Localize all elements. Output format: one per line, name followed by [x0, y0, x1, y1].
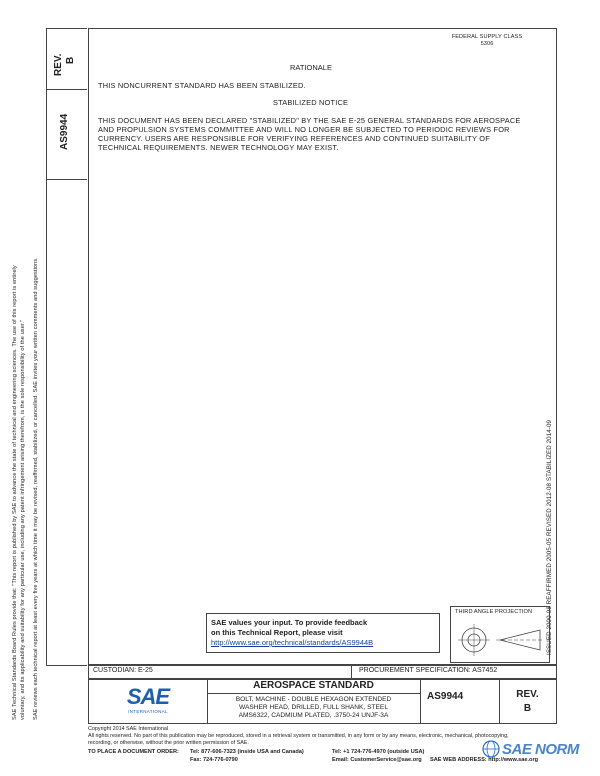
federal-supply-class	[432, 34, 542, 48]
title-block	[88, 678, 557, 724]
notice-line: CURRENCY. USERS ARE RESPONSIBLE FOR VERIFYING REFERENCES AND CONTINUED SUITABILITY OF	[98, 134, 490, 143]
legal-note-line-2: voluntary, and its applicability and suitability for any particular use, including any patent infringement arising therefrom, is the sole responsibility of the user."	[20, 319, 26, 720]
sae-logo-sub: INTERNATIONAL	[128, 709, 168, 714]
order-label: TO PLACE A DOCUMENT ORDER:	[88, 749, 179, 755]
copyright-line: All rights reserved. No part of this publication may be reproduced, stored in a retrieval system or transmitted, in any form or by any means, electronic, mechanical, photocopying,	[88, 733, 509, 739]
notice-line: THIS DOCUMENT HAS BEEN DECLARED "STABILIZED" BY THE SAE E-25 GENERAL STANDARDS FOR AEROSPACE	[98, 116, 521, 125]
feedback-link[interactable]: http://www.sae.org/technical/standards/AS9944B	[211, 638, 374, 647]
description-line: BOLT, MACHINE - DOUBLE HEXAGON EXTENDED	[235, 696, 392, 703]
order-fax: Fax: 724-776-0790	[190, 757, 238, 763]
copyright-line: recording, or otherwise, without the prior written permission of SAE.	[88, 740, 249, 746]
sae-web-address[interactable]: SAE WEB ADDRESS: http://www.sae.org	[430, 757, 539, 763]
description-line: WASHER HEAD, DRILLED, FULL SHANK, STEEL	[238, 704, 388, 711]
issue-history-vertical: ISSUED 2000-08 REAFFIRMED 2005-05 REVISED 2012-08 STABILIZED 2014-09	[546, 419, 553, 655]
sae-logo-text: SAE	[126, 684, 170, 709]
federal-supply-class-label: FEDERAL SUPPLY CLASS	[451, 34, 523, 40]
custodian-text: CUSTODIAN: E-25	[93, 667, 153, 674]
doc-number: AS9944	[427, 691, 464, 702]
sae-logo	[123, 685, 173, 719]
order-tel: Tel: 877-606-7323 (inside USA and Canada)	[190, 749, 304, 755]
sae-norm-watermark	[482, 740, 579, 758]
rationale-text: THIS NONCURRENT STANDARD HAS BEEN STABILIZED.	[98, 81, 306, 90]
divider	[47, 89, 87, 90]
procurement-text: PROCUREMENT SPECIFICATION: AS7452	[359, 667, 498, 674]
stabilized-notice-body	[98, 116, 550, 152]
projection-box	[450, 606, 550, 663]
description-line: AMS6322, CADMIUM PLATED, .3750-24 UNJF-3A	[238, 712, 389, 719]
rev-label-vertical: REV.	[53, 53, 64, 76]
globe-icon	[482, 740, 500, 758]
rev-value: B	[523, 703, 532, 714]
notice-line: AND PROPULSION SYSTEMS COMMITTEE AND WILL NO LONGER BE SUBJECTED TO PERIODIC REVIEWS FOR	[98, 125, 510, 134]
legal-note-line-1: SAE Technical Standards Board Rules provide that: "This report is published by SAE to advance the state of technical and engineering sciences. The use of this report is entirely	[12, 265, 18, 720]
part-description	[207, 696, 420, 720]
standard-title: AEROSPACE STANDARD	[253, 680, 374, 691]
order-email: Email: CustomerService@sae.org	[332, 757, 422, 763]
title-divider-3	[499, 679, 500, 723]
copyright-line: Copyright 2014 SAE International	[88, 726, 169, 732]
notice-line: TECHNICAL REQUIREMENTS. NEWER TECHNOLOGY MAY EXIST.	[98, 143, 339, 152]
stabilized-notice-heading: STABILIZED NOTICE	[273, 98, 349, 107]
third-angle-projection-icon	[452, 618, 548, 660]
feedback-line-1: SAE values your input. To provide feedback	[211, 618, 368, 627]
title-divider-2	[420, 679, 421, 723]
title-underline	[207, 693, 420, 694]
feedback-line-2: on this Technical Report, please visit	[211, 628, 343, 637]
doc-number-vertical: AS9944	[59, 113, 70, 150]
rev-label: REV.	[516, 689, 539, 700]
projection-label: THIRD ANGLE PROJECTION	[455, 609, 533, 615]
divider	[47, 179, 87, 180]
feedback-box	[206, 613, 440, 653]
rationale-heading: RATIONALE	[290, 63, 332, 72]
legal-note-line-3: SAE reviews each technical report at least every five years at which time it may be revised, reaffirmed, stabilized, or cancelled. SAE invites your written comments and suggestions.	[33, 257, 39, 720]
row-divider	[351, 665, 352, 679]
order-tel-intl: Tel: +1 724-776-4970 (outside USA)	[332, 749, 425, 755]
rev-value-vertical: B	[65, 56, 76, 64]
watermark-text: SAE NORM	[502, 740, 579, 758]
federal-supply-class-code: 5306	[480, 41, 494, 47]
